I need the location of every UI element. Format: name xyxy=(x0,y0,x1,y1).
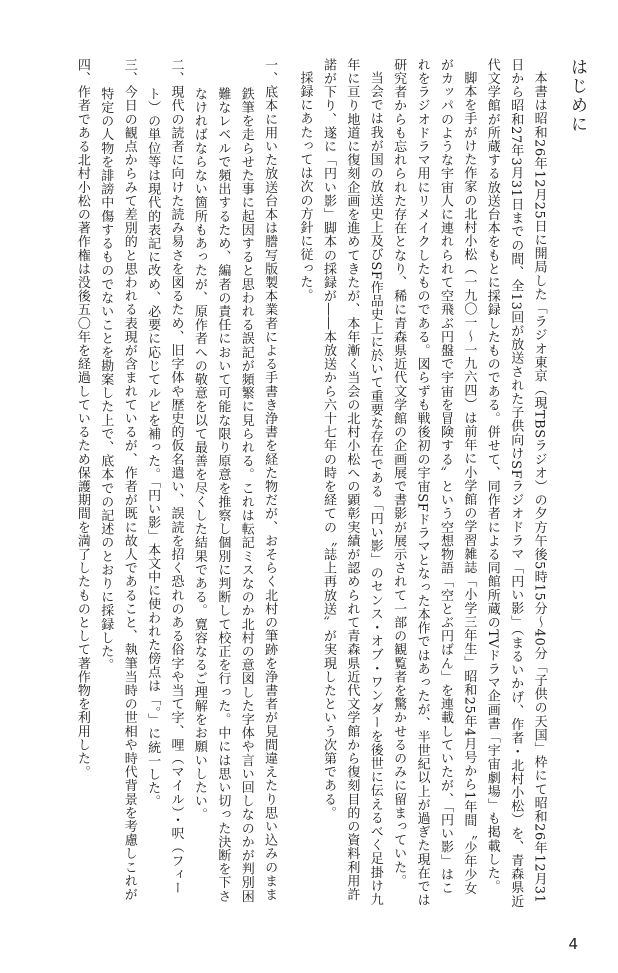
policy-item-1: 一、底本に用いた放送台本は謄写版製本業者による手書き浄書を経た物だが、おそらく北村の筆跡を浄書者が見間違えたり思い込みのまま鉄筆を走らせた事に起因すると思われる誤記が頻繁に見られる。これは転記ミスなのか北村の意図した字体や言い回しなのかが判別困難なレベルで頻出するため、編者の責任において可能な限り原意を推察し個別に判断して校正を行った。中には思い切った決断を下さなければならない箇所もあったが、原作者への敬意を以て最善を尽くした結果である。寛容なるご理解をお願いしたい。 xyxy=(191,58,278,903)
section-gap xyxy=(281,58,293,908)
vertical-text-body xyxy=(28,58,588,908)
policy-item-3: 三、今日の観点からみて差別的と思われる表現が含まれているが、作者が既に故人であること、執筆当時の世相や時代背景を考慮しこれが特定の人物を誹謗中傷するものでないことを勘案した上で、底本での記述のとおりに採録した。 xyxy=(98,58,137,902)
paragraph-reproduction: 当会では我が国の放送史上及びSF作品史上に於いて重要な存在である「円い影」のセンス・オブ・ワンダーを後世に伝えるべく足掛け九年に亘り地道に復刻企画を進めてきたが、本年漸く当会の北村小松への顕彰実績が認められて青森県近代文学館から復刻目的の資料利用許諾が下り、遂に「円い影」脚本の採録が――本放送から六十七年の時を経ての〝誌上再放送〟が実現したという次第である。 xyxy=(320,58,383,907)
paragraph-author: 脚本を手がけた作家の北村小松（一九〇一～一九六四）は前年に小学館の学習雑誌「小学三年生」昭和25年4月号から1年間〝少年少女がカッパのような宇宙人に連れられて空飛ぶ円盤で宇宙を冒険する〟という空想物語「空とぶ円ばん」を連載していたが、「円い影」はこれをラジオドラマ用にリメイクしたものである。図らずも戦後初の宇宙SFドラマとなった本作ではあったが、半世紀以上が過ぎた現在では研究者からも忘れられた存在となり、稀に青森県近代文学館の企画展で書影が展示されて一部の観覧者を驚かせるのみに留まっていた。 xyxy=(391,58,477,907)
paragraph-policy-lead: 採録にあたっては次の方針に従った。 xyxy=(297,71,313,303)
page-number: 4 xyxy=(568,935,578,953)
policy-item-4: 四、作者である北村小松の著作権は没後五〇年を経過しているため保護期間を満了したものとして著作物を利用した。 xyxy=(74,58,90,779)
page-heading: はじめに xyxy=(567,58,587,134)
policy-item-2: 二、現代の読者に向けた読み易さを図るため、旧字体や歴史的仮名遣い、誤読を招く恐れのある俗字や当て字、哩（マイル）・呎（フィート）の単位等は現代的表記に改め、必要に応じてルビを補った。「円い影」本文中に使われた傍点は「。」に統一した。 xyxy=(145,58,184,895)
paragraph-intro: 本書は昭和26年12月25日に開局した「ラジオ東京（現TBSラジオ）の夕方午後5時15分～40分「子供の天国」枠にて昭和26年12月31日から昭和27年3月31日までの間、全13回が放送された子供向けSFラジオドラマ「円い影」（まるいかげ、作者・北村小松）を、青森県近代文学館が所蔵する放送台本をもとに採録したものである。併せて、同作者による同館所蔵のTVドラマ企画書「宇宙劇場」も掲載した。 xyxy=(484,58,547,908)
